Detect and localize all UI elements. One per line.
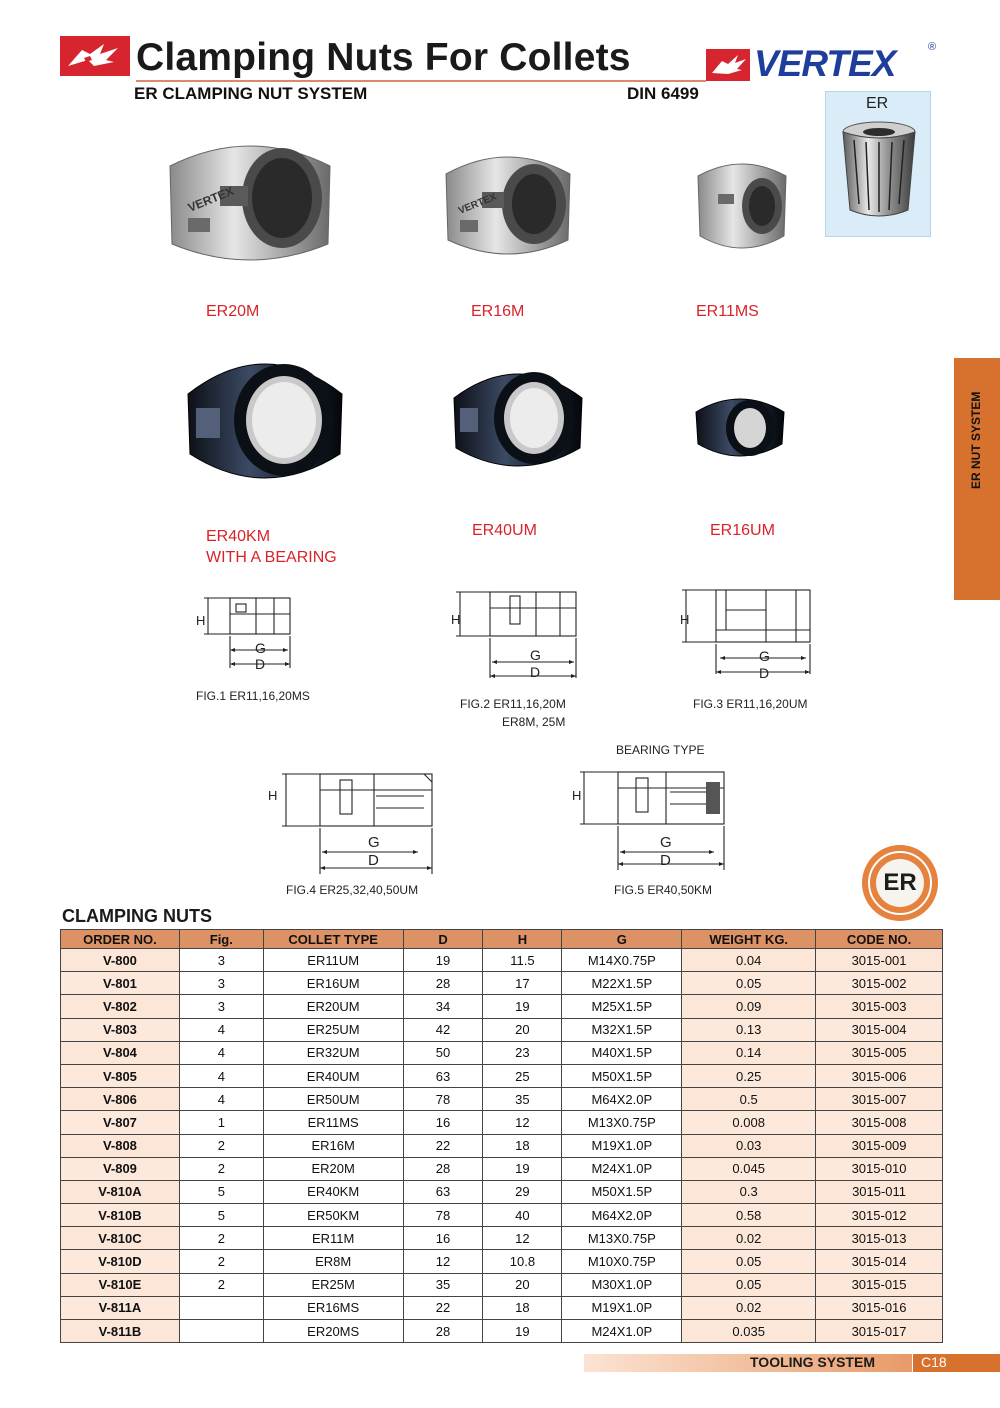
fig4-drawing xyxy=(264,766,444,878)
table-cell: 19 xyxy=(483,1320,562,1343)
fig2-drawing xyxy=(448,586,588,686)
fig1-dim-h: H xyxy=(196,613,206,628)
table-header-row xyxy=(61,930,943,949)
table-header-cell: H xyxy=(483,930,562,949)
fig1-caption: FIG.1 ER11,16,20MS xyxy=(196,689,310,703)
table-row xyxy=(61,1157,943,1180)
table-cell: 12 xyxy=(483,1111,562,1134)
table-row xyxy=(61,1273,943,1296)
fig4-caption: FIG.4 ER25,32,40,50UM xyxy=(286,883,419,897)
table-cell: M13X0.75P xyxy=(562,1111,682,1134)
table-cell: ER50KM xyxy=(263,1204,403,1227)
table-cell xyxy=(179,1320,263,1343)
table-cell: M10X0.75P xyxy=(562,1250,682,1273)
table-cell: 3015-009 xyxy=(816,1134,943,1157)
table-cell: 28 xyxy=(403,1157,483,1180)
table-cell: V-803 xyxy=(61,1018,180,1041)
table-cell: 23 xyxy=(483,1041,562,1064)
table-cell: 63 xyxy=(403,1180,483,1203)
table-cell: 19 xyxy=(403,949,483,972)
table-cell: ER11UM xyxy=(263,949,403,972)
table-cell: V-801 xyxy=(61,972,180,995)
fig2-dim-h: H xyxy=(451,612,461,627)
table-cell: ER11M xyxy=(263,1227,403,1250)
table-row xyxy=(61,1250,943,1273)
table-cell: 0.045 xyxy=(682,1157,816,1180)
system-subtitle: ER CLAMPING NUT SYSTEM xyxy=(134,84,368,103)
table-cell: 3015-001 xyxy=(816,949,943,972)
bearing-type-label: BEARING TYPE xyxy=(616,743,705,757)
table-cell: V-806 xyxy=(61,1088,180,1111)
fig4-dim-h: H xyxy=(268,788,278,803)
table-cell: 3015-003 xyxy=(816,995,943,1018)
fig3-drawing xyxy=(676,582,826,682)
table-cell: ER50UM xyxy=(263,1088,403,1111)
fig5-caption: FIG.5 ER40,50KM xyxy=(614,883,713,897)
table-cell: 25 xyxy=(483,1064,562,1087)
table-row xyxy=(61,1111,943,1134)
collet-label: ER xyxy=(866,95,889,112)
table-cell: V-810A xyxy=(61,1180,180,1203)
table-cell: 0.3 xyxy=(682,1180,816,1203)
er16um-nut-photo xyxy=(690,386,790,466)
table-header-cell: WEIGHT KG. xyxy=(682,930,816,949)
table-cell: 10.8 xyxy=(483,1250,562,1273)
table-cell: 20 xyxy=(483,1018,562,1041)
er40km-nut-photo xyxy=(180,338,350,498)
table-cell: 19 xyxy=(483,995,562,1018)
fig2-caption-line1: FIG.2 ER11,16,20M xyxy=(460,697,566,711)
table-cell: 0.05 xyxy=(682,1273,816,1296)
table-cell: M50X1.5P xyxy=(562,1064,682,1087)
er40um-nut-photo xyxy=(448,352,588,482)
table-row xyxy=(61,1296,943,1319)
table-cell: V-811B xyxy=(61,1320,180,1343)
table-cell: ER20MS xyxy=(263,1320,403,1343)
table-row xyxy=(61,995,943,1018)
table-cell: M64X2.0P xyxy=(562,1088,682,1111)
table-cell: 29 xyxy=(483,1180,562,1203)
table-cell: 42 xyxy=(403,1018,483,1041)
table-cell: 3015-005 xyxy=(816,1041,943,1064)
table-row xyxy=(61,1018,943,1041)
fig4-dim-d: D xyxy=(368,852,379,869)
table-cell: 16 xyxy=(403,1227,483,1250)
side-tab-label: ER NUT SYSTEM xyxy=(969,391,983,489)
brand-name: VERTEX xyxy=(754,43,896,84)
table-cell: 22 xyxy=(403,1296,483,1319)
table-cell: 19 xyxy=(483,1157,562,1180)
din-standard: DIN 6499 xyxy=(627,84,699,103)
fig3-dim-g: G xyxy=(759,648,770,664)
table-cell: 12 xyxy=(403,1250,483,1273)
table-row xyxy=(61,972,943,995)
table-cell: M14X0.75P xyxy=(562,949,682,972)
er-collet-photo xyxy=(825,91,931,237)
table-cell: 11.5 xyxy=(483,949,562,972)
registered-mark: ® xyxy=(928,41,937,53)
table-cell: 0.02 xyxy=(682,1227,816,1250)
brand-flag-icon xyxy=(706,49,750,81)
table-cell: 3015-010 xyxy=(816,1157,943,1180)
table-cell: 34 xyxy=(403,995,483,1018)
table-cell: 3015-002 xyxy=(816,972,943,995)
table-cell: 18 xyxy=(483,1296,562,1319)
fig3-dim-h: H xyxy=(680,612,690,627)
table-cell: V-809 xyxy=(61,1157,180,1180)
table-cell: ER40KM xyxy=(263,1180,403,1203)
fig1-dim-g: G xyxy=(255,640,266,656)
table-cell: 3015-007 xyxy=(816,1088,943,1111)
table-cell: 3015-004 xyxy=(816,1018,943,1041)
table-cell: 0.58 xyxy=(682,1204,816,1227)
table-cell: M19X1.0P xyxy=(562,1134,682,1157)
table-cell: 3015-008 xyxy=(816,1111,943,1134)
er-badge-icon xyxy=(862,845,938,921)
fig2-dim-g: G xyxy=(530,647,541,663)
table-cell: M24X1.0P xyxy=(562,1157,682,1180)
caption-er11ms: ER11MS xyxy=(696,303,759,320)
caption-er40km: ER40KM xyxy=(206,528,271,545)
table-cell: M19X1.0P xyxy=(562,1296,682,1319)
table-cell: 2 xyxy=(179,1157,263,1180)
page-title: Clamping Nuts For Collets xyxy=(136,36,631,79)
table-row xyxy=(61,1088,943,1111)
table-cell: 22 xyxy=(403,1134,483,1157)
table-cell: V-804 xyxy=(61,1041,180,1064)
table-cell: M24X1.0P xyxy=(562,1320,682,1343)
table-row xyxy=(61,1180,943,1203)
table-cell: ER16MS xyxy=(263,1296,403,1319)
table-cell: 3015-014 xyxy=(816,1250,943,1273)
caption-er20m: ER20M xyxy=(206,303,260,320)
table-cell: 35 xyxy=(403,1273,483,1296)
table-cell: 3015-016 xyxy=(816,1296,943,1319)
clamping-nuts-table xyxy=(60,929,943,1343)
table-cell: ER20UM xyxy=(263,995,403,1018)
table-cell: 4 xyxy=(179,1088,263,1111)
table-cell: V-811A xyxy=(61,1296,180,1319)
table-cell: 3015-012 xyxy=(816,1204,943,1227)
table-cell: M22X1.5P xyxy=(562,972,682,995)
table-cell: 28 xyxy=(403,972,483,995)
table-cell: M40X1.5P xyxy=(562,1041,682,1064)
caption-er16m: ER16M xyxy=(471,303,525,320)
fig3-dim-d: D xyxy=(759,665,770,681)
fig1-dim-d: D xyxy=(255,656,266,672)
table-cell: 40 xyxy=(483,1204,562,1227)
table-row xyxy=(61,1134,943,1157)
table-cell: 0.14 xyxy=(682,1041,816,1064)
table-cell: ER11MS xyxy=(263,1111,403,1134)
fig5-dim-h: H xyxy=(572,788,582,803)
table-cell: 78 xyxy=(403,1088,483,1111)
table-cell: 1 xyxy=(179,1111,263,1134)
table-cell: V-802 xyxy=(61,995,180,1018)
fig5-dim-d: D xyxy=(660,852,671,869)
table-header-cell: ORDER NO. xyxy=(61,930,180,949)
fig4-dim-g: G xyxy=(368,834,380,851)
table-cell: 0.03 xyxy=(682,1134,816,1157)
table-cell: V-805 xyxy=(61,1064,180,1087)
table-row xyxy=(61,1320,943,1343)
eagle-logo-icon xyxy=(60,36,130,76)
table-cell: V-807 xyxy=(61,1111,180,1134)
table-cell: 4 xyxy=(179,1018,263,1041)
table-cell: 3015-015 xyxy=(816,1273,943,1296)
fig3-caption: FIG.3 ER11,16,20UM xyxy=(693,697,808,711)
table-cell: ER25UM xyxy=(263,1018,403,1041)
caption-er16um: ER16UM xyxy=(710,522,775,539)
svg-text:VERTEX: VERTEX xyxy=(185,183,236,215)
table-cell: ER40UM xyxy=(263,1064,403,1087)
caption-with-bearing: WITH A BEARING xyxy=(206,549,337,566)
table-cell: 3 xyxy=(179,972,263,995)
page-number: C18 xyxy=(913,1354,1000,1372)
table-cell: 4 xyxy=(179,1041,263,1064)
table-cell: 20 xyxy=(483,1273,562,1296)
table-cell: 18 xyxy=(483,1134,562,1157)
table-cell: V-808 xyxy=(61,1134,180,1157)
side-tab-er-nut-system xyxy=(954,358,1000,600)
table-cell xyxy=(179,1296,263,1319)
table-row xyxy=(61,1204,943,1227)
table-cell: 3 xyxy=(179,949,263,972)
table-cell: 3 xyxy=(179,995,263,1018)
table-cell: M64X2.0P xyxy=(562,1204,682,1227)
table-section-title: CLAMPING NUTS xyxy=(62,906,212,926)
table-cell: 35 xyxy=(483,1088,562,1111)
fig5-dim-g: G xyxy=(660,834,672,851)
table-row xyxy=(61,1064,943,1087)
table-cell: 78 xyxy=(403,1204,483,1227)
table-cell: 2 xyxy=(179,1273,263,1296)
table-cell: 17 xyxy=(483,972,562,995)
vertex-brand-logo xyxy=(706,41,937,84)
table-cell: ER25M xyxy=(263,1273,403,1296)
table-cell: 2 xyxy=(179,1227,263,1250)
table-row xyxy=(61,1041,943,1064)
table-cell: 0.5 xyxy=(682,1088,816,1111)
table-header-cell: COLLET TYPE xyxy=(263,930,403,949)
title-rule xyxy=(136,80,706,82)
table-cell: 16 xyxy=(403,1111,483,1134)
table-cell: 0.09 xyxy=(682,995,816,1018)
caption-er40um: ER40UM xyxy=(472,522,537,539)
svg-text:VERTEX: VERTEX xyxy=(457,191,499,217)
table-row xyxy=(61,949,943,972)
table-header-cell: CODE NO. xyxy=(816,930,943,949)
table-cell: V-810B xyxy=(61,1204,180,1227)
table-cell: M13X0.75P xyxy=(562,1227,682,1250)
table-cell: V-800 xyxy=(61,949,180,972)
table-cell: ER32UM xyxy=(263,1041,403,1064)
table-cell: 0.035 xyxy=(682,1320,816,1343)
badge-text: ER xyxy=(883,869,917,896)
table-cell: M32X1.5P xyxy=(562,1018,682,1041)
table-cell: M50X1.5P xyxy=(562,1180,682,1203)
er11ms-nut-photo xyxy=(692,152,792,262)
table-cell: 0.25 xyxy=(682,1064,816,1087)
table-cell: 3015-017 xyxy=(816,1320,943,1343)
fig2-dim-d: D xyxy=(530,664,541,680)
table-cell: M25X1.5P xyxy=(562,995,682,1018)
table-cell: 0.13 xyxy=(682,1018,816,1041)
footer-label: TOOLING SYSTEM xyxy=(750,1354,875,1370)
table-cell: 0.04 xyxy=(682,949,816,972)
table-cell: 63 xyxy=(403,1064,483,1087)
table-cell: 28 xyxy=(403,1320,483,1343)
table-cell: ER20M xyxy=(263,1157,403,1180)
table-cell: 0.02 xyxy=(682,1296,816,1319)
table-cell: 50 xyxy=(403,1041,483,1064)
table-cell: 2 xyxy=(179,1250,263,1273)
table-row xyxy=(61,1227,943,1250)
er20m-nut-photo xyxy=(160,126,340,276)
table-cell: 3015-013 xyxy=(816,1227,943,1250)
table-cell: V-810C xyxy=(61,1227,180,1250)
table-cell: 5 xyxy=(179,1204,263,1227)
table-cell: 2 xyxy=(179,1134,263,1157)
table-cell: 4 xyxy=(179,1064,263,1087)
table-header-cell: D xyxy=(403,930,483,949)
table-cell: ER16M xyxy=(263,1134,403,1157)
table-cell: ER16UM xyxy=(263,972,403,995)
table-cell: 0.05 xyxy=(682,1250,816,1273)
table-cell: M30X1.0P xyxy=(562,1273,682,1296)
fig1-drawing xyxy=(190,590,310,680)
table-cell: V-810E xyxy=(61,1273,180,1296)
table-cell: 0.05 xyxy=(682,972,816,995)
table-header-cell: G xyxy=(562,930,682,949)
table-cell: V-810D xyxy=(61,1250,180,1273)
table-cell: 3015-006 xyxy=(816,1064,943,1087)
table-cell: 3015-011 xyxy=(816,1180,943,1203)
table-header-cell: Fig. xyxy=(179,930,263,949)
er16m-nut-photo xyxy=(438,140,578,270)
table-cell: 0.008 xyxy=(682,1111,816,1134)
table-cell: 12 xyxy=(483,1227,562,1250)
fig5-drawing xyxy=(566,764,736,876)
table-cell: 5 xyxy=(179,1180,263,1203)
fig2-caption-line2: ER8M, 25M xyxy=(502,715,566,729)
table-cell: ER8M xyxy=(263,1250,403,1273)
